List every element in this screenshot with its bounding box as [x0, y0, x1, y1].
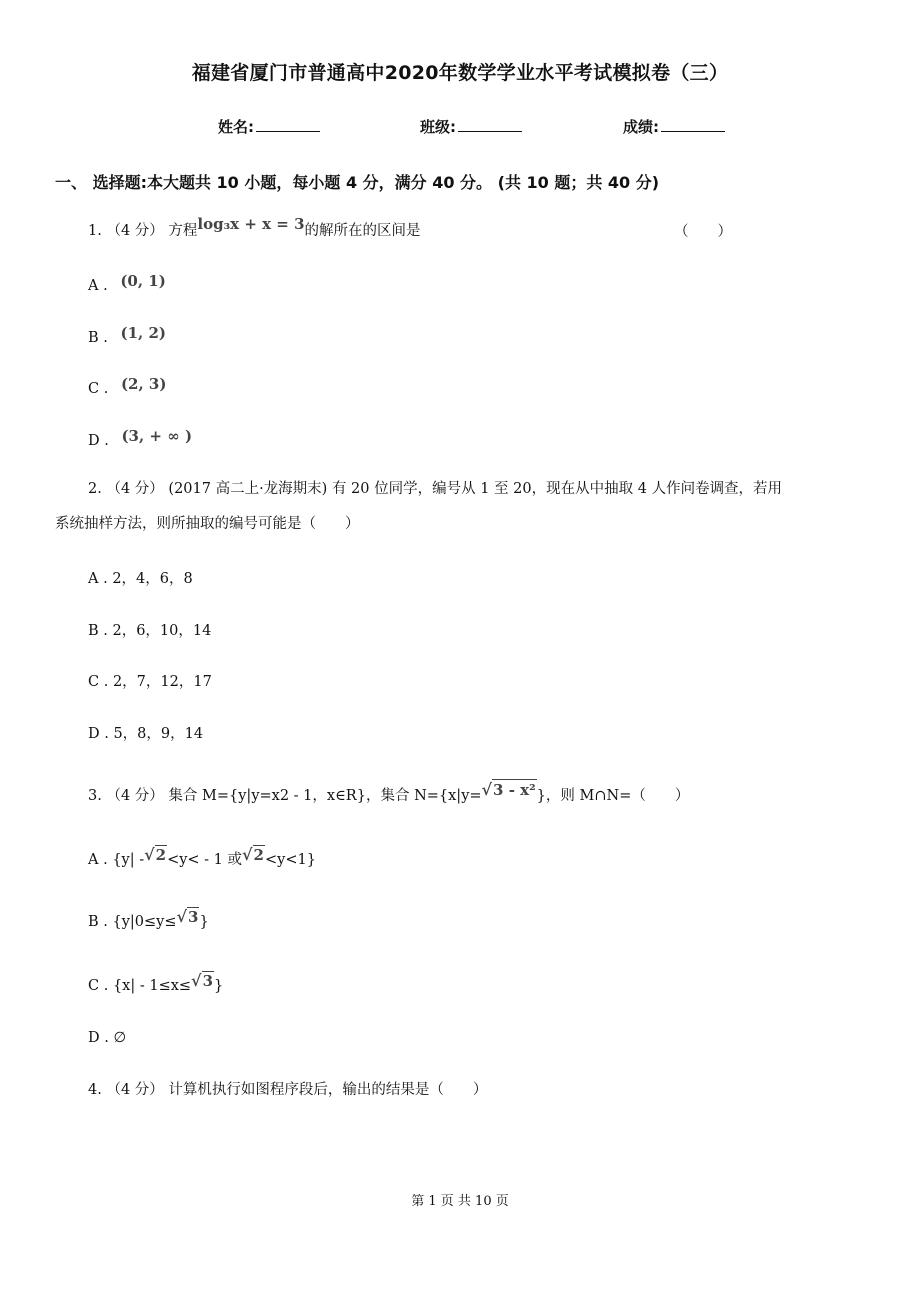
- q4-number: 4.: [88, 1082, 102, 1098]
- option-text: {y| -: [112, 852, 145, 868]
- q2-option-d[interactable]: [88, 722, 203, 743]
- option-letter: C .: [88, 381, 109, 397]
- option-letter: B .: [88, 623, 108, 639]
- score-label: 成绩:: [623, 118, 659, 136]
- q1-text-after: 的解所在的区间是: [304, 223, 421, 239]
- option-value: (0, 1): [120, 272, 166, 290]
- class-field[interactable]: [420, 116, 522, 137]
- option-value: 2，6，10，14: [112, 623, 212, 639]
- name-label: 姓名:: [218, 118, 254, 136]
- q3-sqrt: √3 - x²: [481, 780, 536, 799]
- option-value: (1, 2): [120, 324, 166, 342]
- sqrt-content: 3: [202, 972, 213, 990]
- option-letter: D .: [88, 726, 109, 742]
- q1-option-a[interactable]: [88, 272, 166, 294]
- option-value: (2, 3): [120, 375, 167, 393]
- sqrt-content: 2: [253, 846, 264, 864]
- option-letter: D .: [88, 1030, 109, 1046]
- name-blank[interactable]: [256, 117, 320, 132]
- q1-text-before: 方程: [168, 223, 198, 239]
- sqrt-content: 2: [155, 846, 167, 864]
- q4-text: 计算机执行如图程序段后，输出的结果是（ ）: [168, 1082, 488, 1098]
- q2-score: （4 分）: [106, 481, 164, 497]
- option-text: <y<1}: [264, 852, 316, 868]
- option-letter: C .: [88, 978, 109, 994]
- q1-answer-paren: （ ）: [674, 224, 732, 240]
- q1-option-b[interactable]: [88, 324, 166, 346]
- score-blank[interactable]: [661, 117, 725, 132]
- q2-line1: (2017 高二上·龙海期末) 有 20 位同学，编号从 1 至 20，现在从中抽取 4 人作问卷调查，若用: [168, 481, 783, 497]
- option-value: ∅: [113, 1030, 127, 1046]
- option-value: 2，4，6，8: [112, 571, 193, 587]
- q2-number: 2.: [88, 481, 102, 497]
- q1-score: （4 分）: [106, 223, 164, 239]
- question-3: [88, 780, 690, 806]
- q3-option-a[interactable]: [88, 845, 316, 869]
- q2-option-b[interactable]: [88, 619, 211, 640]
- option-letter: A .: [88, 852, 108, 868]
- option-text: }: [199, 914, 209, 930]
- option-text: {y|0≤y≤: [112, 914, 177, 930]
- sqrt-symbol: √3: [191, 971, 213, 990]
- question-2: [88, 479, 782, 499]
- q3-text2: }，则 M∩N=（ ）: [536, 788, 690, 804]
- option-value: 5，8，9，14: [113, 726, 204, 742]
- option-letter: B .: [88, 330, 108, 346]
- class-label: 班级:: [420, 118, 456, 136]
- q4-score: （4 分）: [106, 1082, 164, 1098]
- sqrt-symbol: √2: [242, 845, 264, 864]
- sqrt-symbol: √3: [176, 907, 199, 926]
- section-heading: 一、 选择题:本大题共 10 小题，每小题 4 分，满分 40 分。 (共 10 题；共 40 分): [55, 173, 660, 192]
- option-letter: A .: [88, 571, 108, 587]
- q2-line2: 系统抽样方法，则所抽取的编号可能是（ ）: [55, 516, 360, 532]
- page-title: 福建省厦门市普通高中2020年数学学业水平考试模拟卷（三）: [191, 62, 729, 84]
- q3-text1: 集合 M={y|y=x2 - 1，x∈R}，集合 N={x|y=: [168, 788, 482, 804]
- question-1: [88, 215, 421, 241]
- page-footer: 第 1 页 共 10 页: [411, 1194, 509, 1209]
- q3-number: 3.: [88, 788, 102, 804]
- q2-option-c[interactable]: [88, 670, 212, 691]
- q1-number: 1.: [88, 223, 102, 239]
- class-blank[interactable]: [458, 117, 522, 132]
- option-value: 2，7，12，17: [112, 674, 212, 690]
- option-text: {x| - 1≤x≤: [112, 978, 192, 994]
- q1-option-c[interactable]: [88, 375, 167, 397]
- option-text: <y< - 1 或: [167, 852, 243, 868]
- score-field[interactable]: [623, 116, 725, 137]
- option-letter: C .: [88, 674, 109, 690]
- q3-sqrt-content: 3 - x²: [493, 781, 536, 799]
- question-4: [88, 1080, 487, 1100]
- option-text: }: [214, 978, 224, 994]
- q3-option-d[interactable]: [88, 1030, 126, 1046]
- option-letter: B .: [88, 914, 108, 930]
- q3-score: （4 分）: [106, 788, 164, 804]
- q1-formula: log₃x + x = 3: [197, 215, 305, 233]
- sqrt-content: 3: [188, 908, 199, 926]
- q3-option-c[interactable]: [88, 971, 224, 994]
- name-field[interactable]: [218, 116, 320, 137]
- q2-option-a[interactable]: [88, 567, 193, 588]
- option-letter: A .: [88, 278, 108, 294]
- option-value: (3, + ∞ ): [121, 427, 193, 445]
- option-letter: D .: [88, 433, 109, 449]
- q1-option-d[interactable]: [88, 427, 193, 449]
- sqrt-symbol: √2: [144, 845, 167, 864]
- q3-option-b[interactable]: [88, 907, 209, 930]
